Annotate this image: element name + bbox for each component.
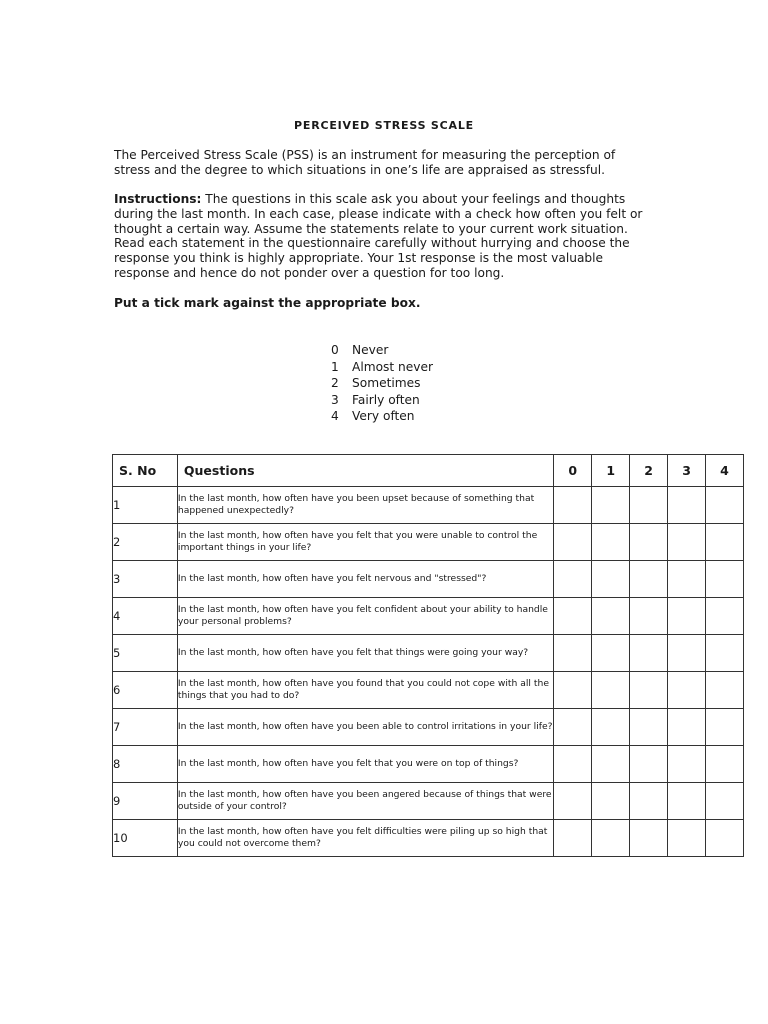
answer-box-2[interactable] (630, 524, 668, 561)
answer-box-0[interactable] (554, 672, 592, 709)
table-row (113, 487, 744, 524)
answer-box-2[interactable] (630, 783, 668, 820)
answer-box-1[interactable] (592, 561, 630, 598)
row-sno: 5 (113, 635, 178, 672)
legend-label: Never (352, 343, 389, 357)
answer-box-1[interactable] (592, 487, 630, 524)
legend-number: 4 (331, 409, 339, 424)
answer-box-3[interactable] (668, 635, 706, 672)
row-sno: 1 (113, 487, 178, 524)
header-option-1: 1 (592, 455, 630, 487)
answer-box-4[interactable] (706, 561, 744, 598)
row-sno: 6 (113, 672, 178, 709)
header-option-2: 2 (630, 455, 668, 487)
answer-box-1[interactable] (592, 709, 630, 746)
legend-item (331, 408, 433, 425)
row-question: In the last month, how often have you felt that you were on top of things? (177, 746, 553, 783)
row-question: In the last month, how often have you felt that things were going your way? (177, 635, 553, 672)
answer-box-1[interactable] (592, 672, 630, 709)
instructions-paragraph (114, 192, 654, 281)
questionnaire-table (112, 454, 744, 857)
row-question: In the last month, how often have you found that you could not cope with all the things that you had to do? (177, 672, 553, 709)
legend-number: 1 (331, 359, 339, 374)
legend-label: Sometimes (352, 376, 421, 391)
legend-number: 0 (331, 343, 339, 357)
answer-box-0[interactable] (554, 598, 592, 635)
row-sno: 4 (113, 598, 178, 635)
instructions-label: Instructions: (114, 192, 202, 206)
legend-item (331, 359, 433, 376)
legend-item (331, 392, 433, 409)
answer-box-0[interactable] (554, 561, 592, 598)
row-sno: 8 (113, 746, 178, 783)
answer-box-2[interactable] (630, 709, 668, 746)
answer-box-1[interactable] (592, 598, 630, 635)
answer-box-4[interactable] (706, 635, 744, 672)
intro-paragraph: The Perceived Stress Scale (PSS) is an instrument for measuring the perception of stress and the degree to which situations in one’s life are appraised as stressful. (114, 148, 616, 177)
legend-label: Almost never (352, 359, 433, 374)
scale-legend (331, 342, 433, 425)
row-sno: 2 (113, 524, 178, 561)
document-title: PERCEIVED STRESS SCALE (294, 119, 474, 132)
answer-box-4[interactable] (706, 709, 744, 746)
answer-box-4[interactable] (706, 820, 744, 857)
answer-box-4[interactable] (706, 746, 744, 783)
answer-box-3[interactable] (668, 746, 706, 783)
header-option-4: 4 (706, 455, 744, 487)
answer-box-3[interactable] (668, 561, 706, 598)
instructions-text: The questions in this scale ask you about your feelings and thoughts during the last month. In each case, please indicate with a check how often you felt or thought a certain way. Assume the statements relate to your current work situation. Read each statement in the questionnaire carefully without hurrying and choose the response you think is highly appropriate. Your 1st response is the most valuable response and hence do not ponder over a question for too long. (114, 192, 643, 280)
answer-box-2[interactable] (630, 820, 668, 857)
answer-box-4[interactable] (706, 672, 744, 709)
answer-box-0[interactable] (554, 635, 592, 672)
answer-box-3[interactable] (668, 672, 706, 709)
header-sno: S. No (113, 455, 178, 487)
legend-label: Very often (352, 409, 415, 424)
legend-label: Fairly often (352, 392, 420, 407)
answer-box-3[interactable] (668, 487, 706, 524)
answer-box-4[interactable] (706, 598, 744, 635)
answer-box-0[interactable] (554, 487, 592, 524)
tick-instruction: Put a tick mark against the appropriate box. (114, 296, 421, 310)
answer-box-4[interactable] (706, 524, 744, 561)
answer-box-2[interactable] (630, 598, 668, 635)
table-row (113, 783, 744, 820)
row-sno: 9 (113, 783, 178, 820)
answer-box-4[interactable] (706, 783, 744, 820)
row-question: In the last month, how often have you felt confident about your ability to handle your personal problems? (177, 598, 553, 635)
answer-box-0[interactable] (554, 820, 592, 857)
header-questions: Questions (177, 455, 553, 487)
legend-number: 3 (331, 392, 339, 407)
table-row (113, 709, 744, 746)
table-row (113, 598, 744, 635)
table-row (113, 820, 744, 857)
legend-number: 2 (331, 376, 339, 391)
answer-box-3[interactable] (668, 598, 706, 635)
answer-box-2[interactable] (630, 635, 668, 672)
answer-box-3[interactable] (668, 524, 706, 561)
header-option-3: 3 (668, 455, 706, 487)
answer-box-3[interactable] (668, 709, 706, 746)
answer-box-2[interactable] (630, 746, 668, 783)
table-row (113, 635, 744, 672)
row-question: In the last month, how often have you felt that you were unable to control the important things in your life? (177, 524, 553, 561)
answer-box-1[interactable] (592, 820, 630, 857)
row-question: In the last month, how often have you been angered because of things that were outside of your control? (177, 783, 553, 820)
answer-box-1[interactable] (592, 524, 630, 561)
answer-box-4[interactable] (706, 487, 744, 524)
answer-box-1[interactable] (592, 746, 630, 783)
answer-box-2[interactable] (630, 487, 668, 524)
row-question: In the last month, how often have you felt nervous and "stressed"? (177, 561, 553, 598)
table-row (113, 672, 744, 709)
table-row (113, 561, 744, 598)
answer-box-3[interactable] (668, 783, 706, 820)
answer-box-1[interactable] (592, 635, 630, 672)
table-body (113, 487, 744, 857)
row-sno: 7 (113, 709, 178, 746)
answer-box-2[interactable] (630, 672, 668, 709)
table-row (113, 524, 744, 561)
answer-box-0[interactable] (554, 709, 592, 746)
table-header-row (113, 455, 744, 487)
row-question: In the last month, how often have you been upset because of something that happened unexpectedly? (177, 487, 553, 524)
header-option-0: 0 (554, 455, 592, 487)
row-sno: 3 (113, 561, 178, 598)
answer-box-1[interactable] (592, 783, 630, 820)
table-row (113, 746, 744, 783)
row-question: In the last month, how often have you been able to control irritations in your life? (177, 709, 553, 746)
row-question: In the last month, how often have you felt difficulties were piling up so high that you could not overcome them? (177, 820, 553, 857)
row-sno: 10 (113, 820, 178, 857)
answer-box-0[interactable] (554, 783, 592, 820)
answer-box-2[interactable] (630, 561, 668, 598)
answer-box-0[interactable] (554, 746, 592, 783)
legend-item (331, 375, 433, 392)
answer-box-3[interactable] (668, 820, 706, 857)
legend-item (331, 342, 433, 359)
answer-box-0[interactable] (554, 524, 592, 561)
